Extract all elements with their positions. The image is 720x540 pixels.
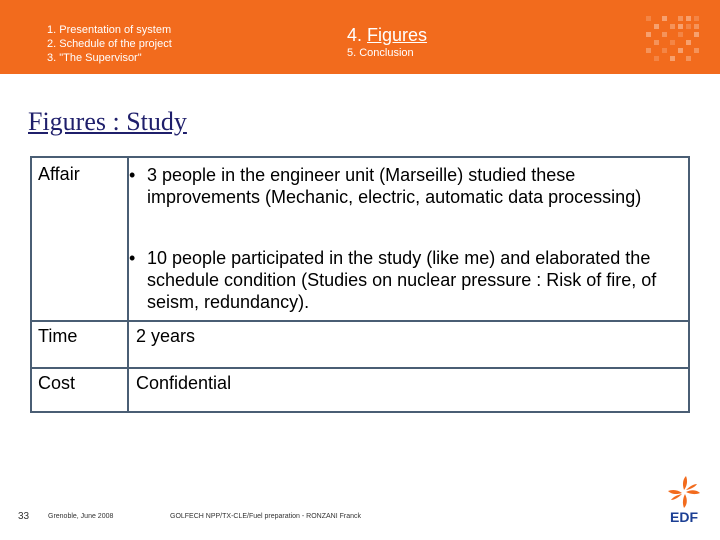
decorative-dot <box>678 24 683 29</box>
agenda-item-current[interactable] <box>347 25 427 45</box>
footer-center-text: GOLFECH NPP/TX-CLE/Fuel preparation - RONZANI Franck <box>170 513 361 520</box>
row-divider <box>32 367 688 369</box>
decorative-dot <box>670 40 675 45</box>
bullet-icon: • <box>129 165 136 185</box>
decorative-dot <box>678 48 683 53</box>
decorative-dot <box>662 16 667 21</box>
edf-logo-icon <box>660 474 708 526</box>
footer-date: Grenoble, June 2008 <box>48 513 114 520</box>
agenda-item-3[interactable]: 3. "The Supervisor" <box>47 52 142 64</box>
affair-bullet-2 <box>129 247 684 313</box>
agenda-item-1[interactable]: 1. Presentation of system <box>47 24 172 36</box>
decorative-dot <box>694 48 699 53</box>
agenda-current-section <box>347 25 427 60</box>
decorative-dot <box>654 24 659 29</box>
decorative-dot <box>662 32 667 37</box>
agenda-current-number: 4. <box>347 25 363 45</box>
decorative-dot <box>686 16 691 21</box>
decorative-dot <box>686 24 691 29</box>
affair-bullet-2-text: 10 people participated in the study (like me) and elaborated the schedule condition (Studies on nuclear pressure : Risk of fire, of seism, redundancy). <box>147 248 657 312</box>
study-table <box>30 156 690 413</box>
affair-bullet-1-text: 3 people in the engineer unit (Marseille) studied these improvements (Mechanic, electric, automatic data processing) <box>147 165 642 207</box>
decorative-dot <box>646 32 651 37</box>
decorative-dot <box>694 16 699 21</box>
row-value-cost: Confidential <box>136 373 232 393</box>
decorative-dot <box>654 56 659 61</box>
page-number: 33 <box>18 511 30 522</box>
slide-title: Figures : Study <box>28 107 187 136</box>
decorative-dot <box>646 16 651 21</box>
row-divider <box>32 320 688 322</box>
decorative-dot <box>686 56 691 61</box>
decorative-dot <box>694 32 699 37</box>
decorative-dot-grid <box>646 16 702 64</box>
decorative-dot <box>694 24 699 29</box>
row-label-time: Time <box>38 326 78 346</box>
agenda-current-link[interactable]: Figures <box>367 25 428 45</box>
agenda-completed-list <box>47 23 172 65</box>
decorative-dot <box>686 40 691 45</box>
decorative-dot <box>678 32 683 37</box>
decorative-dot <box>678 16 683 21</box>
row-label-cost: Cost <box>38 373 76 393</box>
agenda-item-next[interactable]: 5. Conclusion <box>347 47 414 59</box>
decorative-dot <box>662 48 667 53</box>
agenda-item-2[interactable]: 2. Schedule of the project <box>47 38 172 50</box>
row-label-affair: Affair <box>38 164 80 184</box>
logo-text: EDF <box>670 509 698 525</box>
decorative-dot <box>670 56 675 61</box>
bullet-icon: • <box>129 248 136 268</box>
decorative-dot <box>670 24 675 29</box>
header-band <box>0 0 720 74</box>
row-value-time: 2 years <box>136 326 196 346</box>
decorative-dot <box>654 40 659 45</box>
decorative-dot <box>646 48 651 53</box>
affair-bullet-1 <box>129 164 684 208</box>
